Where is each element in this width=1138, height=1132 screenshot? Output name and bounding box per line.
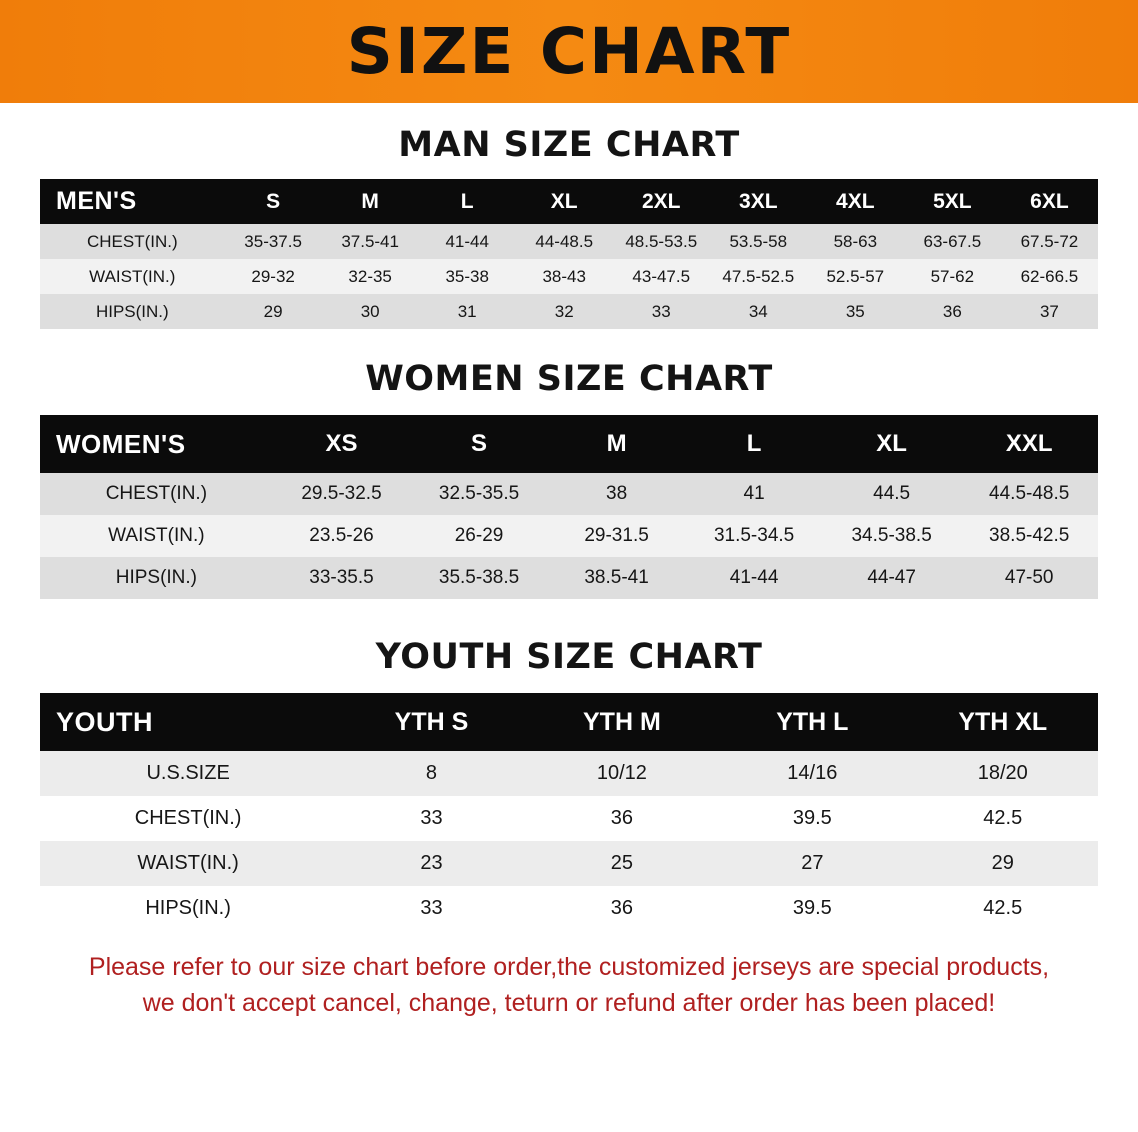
table-cell: 23.5-26	[309, 525, 374, 546]
table-cell: 38.5-42.5	[989, 525, 1070, 546]
table-cell: 33-35.5	[309, 567, 374, 588]
table-cell: 35-37.5	[244, 231, 302, 251]
youth-row-label-waist: WAIST(IN.)	[137, 852, 239, 874]
table-cell: 32.5-35.5	[438, 483, 520, 504]
page-title: SIZE CHART	[346, 15, 792, 88]
women-col-s: S	[471, 430, 488, 457]
size-chart-banner	[0, 0, 1138, 103]
youth-section-title: YOUTH SIZE CHART	[375, 637, 763, 677]
table-cell: 10/12	[596, 762, 647, 784]
table-cell: 33	[420, 897, 443, 919]
table-cell: 67.5-72	[1020, 231, 1079, 251]
table-cell: 38	[606, 483, 628, 504]
man-col-xl: XL	[550, 189, 578, 213]
table-cell: 36	[610, 807, 634, 829]
women-table-header	[40, 415, 1098, 473]
youth-row-label-chest: CHEST(IN.)	[134, 807, 242, 829]
table-cell: 52.5-57	[826, 266, 885, 286]
man-row-label-waist: WAIST(IN.)	[89, 266, 176, 286]
table-cell: 29	[263, 301, 283, 321]
table-row	[40, 796, 1098, 841]
table-row	[40, 473, 1098, 515]
table-cell: 30	[360, 301, 380, 321]
table-cell: 47.5-52.5	[722, 266, 795, 286]
man-table-header	[40, 179, 1098, 224]
table-row	[40, 886, 1098, 931]
table-row	[40, 557, 1098, 599]
man-corner-label: MEN'S	[56, 187, 137, 215]
table-cell: 32-35	[348, 266, 392, 286]
table-cell: 44-47	[867, 567, 916, 588]
man-col-s: S	[266, 189, 281, 213]
disclaimer-line-2: we don't accept cancel, change, teturn or refund after order has been placed!	[142, 989, 996, 1018]
table-cell: 48.5-53.5	[625, 231, 698, 251]
women-col-xs: XS	[325, 430, 358, 457]
disclaimer-line-1: Please refer to our size chart before order,the customized jerseys are special products,	[88, 953, 1050, 981]
women-section-title: WOMEN SIZE CHART	[365, 359, 773, 399]
table-cell: 41-44	[445, 231, 489, 251]
table-cell: 33	[420, 807, 443, 829]
table-cell: 8	[425, 762, 438, 784]
table-cell: 57-62	[930, 266, 975, 286]
women-row-label-hips: HIPS(IN.)	[115, 567, 198, 588]
youth-col-s: YTH S	[394, 707, 469, 736]
table-cell: 35	[845, 301, 865, 321]
man-col-2xl: 2XL	[641, 189, 681, 213]
youth-size-table	[40, 693, 1098, 931]
man-col-5xl: 5XL	[933, 189, 972, 213]
table-cell: 34	[748, 301, 768, 321]
women-col-xxl: XXL	[1005, 430, 1053, 457]
table-cell: 42.5	[983, 897, 1023, 919]
table-row	[40, 294, 1098, 329]
man-section-title: MAN SIZE CHART	[398, 125, 740, 165]
women-corner-label: WOMEN'S	[56, 428, 186, 459]
table-cell: 44.5-48.5	[989, 483, 1070, 504]
youth-row-label-hips: HIPS(IN.)	[145, 897, 231, 919]
table-cell: 29-32	[251, 266, 295, 286]
man-col-m: M	[361, 189, 379, 213]
table-header-row	[40, 179, 1098, 224]
table-cell: 58-63	[833, 231, 878, 251]
man-col-4xl: 4XL	[836, 189, 875, 213]
table-row	[40, 515, 1098, 557]
table-cell: 36	[610, 897, 634, 919]
man-table-wrap	[0, 179, 1138, 329]
table-cell: 33	[651, 301, 671, 321]
youth-col-xl: YTH XL	[958, 707, 1048, 736]
women-col-m: M	[606, 430, 627, 457]
table-cell: 14/16	[787, 762, 838, 784]
man-row-label-hips: HIPS(IN.)	[95, 301, 169, 321]
table-header-row	[40, 693, 1098, 751]
women-row-label-waist: WAIST(IN.)	[108, 525, 205, 546]
table-cell: 35.5-38.5	[438, 567, 520, 588]
table-cell: 37	[1039, 301, 1059, 321]
table-cell: 44.5	[873, 483, 911, 504]
man-col-6xl: 6XL	[1030, 189, 1069, 213]
women-table-wrap	[0, 415, 1138, 599]
table-cell: 29.5-32.5	[301, 483, 382, 504]
table-cell: 41	[743, 483, 765, 504]
table-cell: 41-44	[729, 567, 779, 588]
women-col-l: L	[746, 430, 762, 457]
table-cell: 29-31.5	[584, 525, 649, 546]
man-row-label-chest: CHEST(IN.)	[86, 231, 178, 251]
man-col-3xl: 3XL	[739, 189, 778, 213]
youth-table-wrap	[0, 693, 1138, 931]
table-cell: 42.5	[983, 807, 1023, 829]
table-cell: 36	[942, 301, 962, 321]
table-cell: 39.5	[792, 897, 832, 919]
man-table-body	[40, 224, 1098, 329]
table-cell: 62-66.5	[1020, 266, 1079, 286]
table-cell: 53.5-58	[729, 231, 788, 251]
table-cell: 29	[991, 852, 1014, 874]
table-cell: 32	[554, 301, 574, 321]
man-col-l: L	[460, 189, 474, 213]
women-col-xl: XL	[876, 430, 907, 457]
table-cell: 38-43	[542, 266, 586, 286]
youth-col-l: YTH L	[776, 707, 849, 736]
table-cell: 26-29	[454, 525, 504, 546]
table-cell: 23	[420, 852, 443, 874]
table-cell: 43-47.5	[632, 266, 691, 286]
women-table-body	[40, 473, 1098, 599]
table-cell: 34.5-38.5	[851, 525, 932, 546]
youth-col-m: YTH M	[583, 707, 661, 736]
table-cell: 35-38	[445, 266, 489, 286]
youth-table-body	[40, 751, 1098, 931]
table-cell: 18/20	[977, 762, 1028, 784]
women-row-label-chest: CHEST(IN.)	[105, 483, 208, 504]
youth-corner-label: YOUTH	[56, 706, 153, 737]
table-cell: 39.5	[792, 807, 832, 829]
table-cell: 37.5-41	[341, 231, 399, 251]
table-cell: 38.5-41	[584, 567, 649, 588]
disclaimer-note	[38, 949, 1100, 1022]
table-cell: 27	[801, 852, 824, 874]
table-cell: 31	[457, 301, 477, 321]
table-cell: 44-48.5	[535, 231, 594, 251]
youth-table-header	[40, 693, 1098, 751]
table-row	[40, 224, 1098, 259]
table-cell: 47-50	[1004, 567, 1054, 588]
table-cell: 25	[610, 852, 634, 874]
man-size-table	[40, 179, 1098, 329]
table-row	[40, 259, 1098, 294]
table-header-row	[40, 415, 1098, 473]
table-row	[40, 841, 1098, 886]
table-row	[40, 751, 1098, 796]
table-cell: 63-67.5	[923, 231, 982, 251]
youth-row-label-ussize: U.S.SIZE	[146, 762, 230, 784]
table-cell: 31.5-34.5	[713, 525, 795, 546]
women-size-table	[40, 415, 1098, 599]
